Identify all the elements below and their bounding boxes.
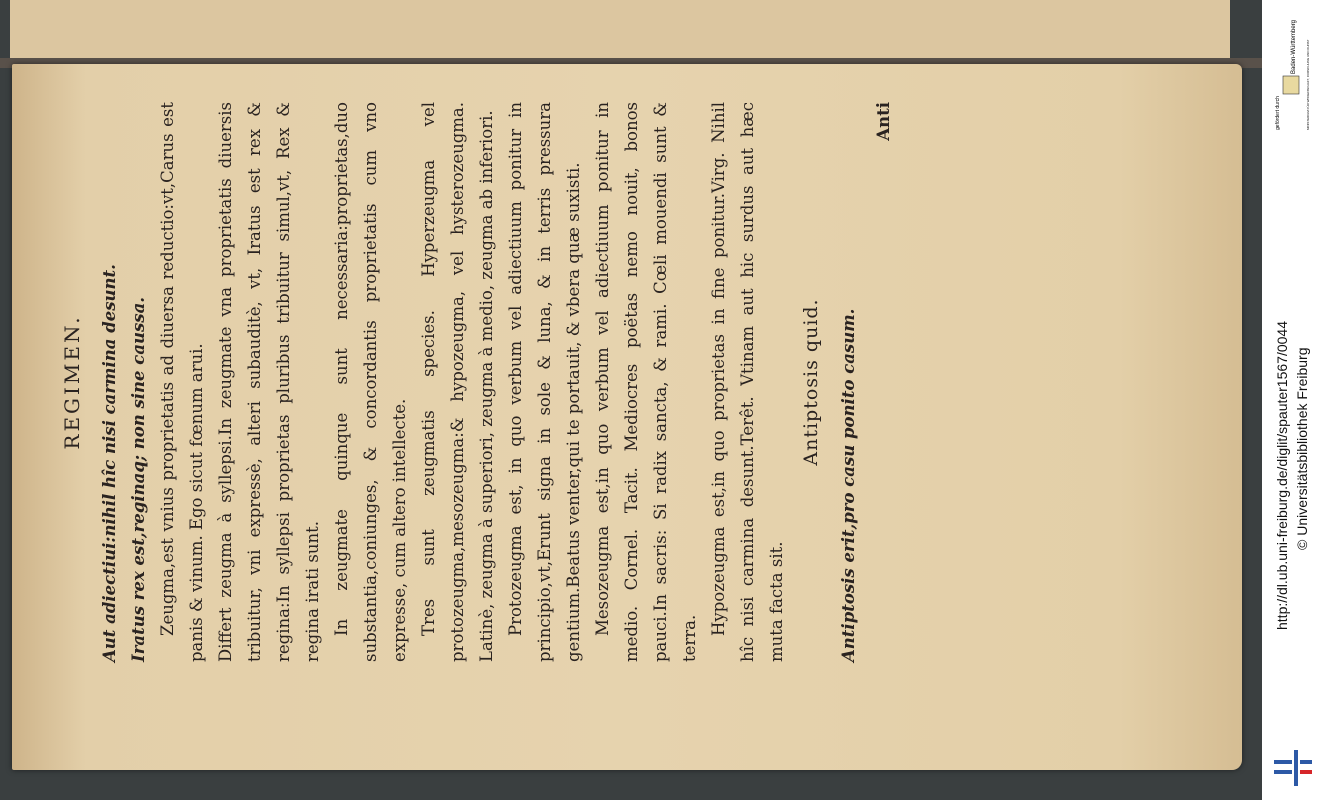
text-paragraph: Iratus rex est,reginaq; non sine caussa.	[129, 296, 148, 662]
text-paragraph: Antiptosis erit,pro casu ponito casum.	[839, 308, 858, 662]
text-paragraph: Hypozeugma est,in quo proprietas in fine ponitur.Virg. Nihil hîc nisi carmina desunt.Terêt. Vtinam aut hic surdus aut hæc muta facta sit.	[709, 102, 786, 662]
text-paragraph: Zeugma,est vnius proprietatis ad diuersa reductio:vt,Carus est panis & vinum. Ego sicut fœnum arui.	[158, 102, 206, 662]
baden-wuerttemberg-logo	[1266, 20, 1316, 140]
section-heading: Antiptosis quid.	[800, 298, 822, 466]
sponsor-name: Baden-Württemberg	[1291, 20, 1297, 74]
source-url[interactable]: http://dl.ub.uni-freiburg.de/diglit/spauter1567/0044	[1274, 321, 1290, 630]
copyright-text: © Universitätsbibliothek Freiburg	[1294, 347, 1310, 550]
text-paragraph: Aut adiectiui:nihil hîc nisi carmina desunt.	[100, 264, 119, 662]
previous-page-edge	[10, 0, 1230, 64]
text-paragraph: Tres sunt zeugmatis species. Hyperzeugma vel protozeugma,mesozeugma:& hypozeugma, vel hysterozeugma. Latinè, zeugma à superiori, zeugma à medio, zeugma ab inferiori.	[419, 102, 496, 662]
text-paragraph: Protozeugma est, in quo verbum vel adiectiuum ponitur in principio,vt,Erunt signa in sole & luna, & in terris pressura gentium.Beatus venter,qui te portauit, & vbera quæ suxisti.	[506, 102, 583, 662]
text-paragraph: In zeugmate quinque sunt necessaria:proprietas,duo substantia,coniunges, & concordantis proprietatis cum vno expresse, cum altero intellecte.	[332, 102, 409, 662]
book-page	[12, 64, 1242, 770]
university-library-logo	[1272, 748, 1314, 788]
text-paragraph: Differt zeugma à syllepsi.In zeugmate vna proprietatis diuersis tribuitur, vni expressè, alteri subauditè, vt, Iratus est rex & regina:In syllepsi proprietas pluribus tribuitur simul,vt, Rex & regina irati sunt.	[216, 102, 322, 662]
page-lines	[95, 102, 863, 662]
rotated-page-content	[12, 64, 1242, 770]
text-paragraph: Mesozeugma est,in quo verbum vel adiectiuum ponitur in medio. Cornel. Tacit. Mediocres poëtas nemo nouit, bonos pauci.In sacris: Si radix sancta, & rami. Cœli mouendi sunt & terra.	[593, 102, 699, 662]
page-text	[52, 102, 898, 662]
running-header: REGIMEN.	[60, 314, 84, 450]
catchword: Anti	[874, 102, 893, 141]
ministry-label: MINISTERIUM FÜR WISSENSCHAFT, FORSCHUNG UND KUNST	[1306, 39, 1310, 130]
sponsor-label: gefördert durch	[1275, 96, 1281, 130]
